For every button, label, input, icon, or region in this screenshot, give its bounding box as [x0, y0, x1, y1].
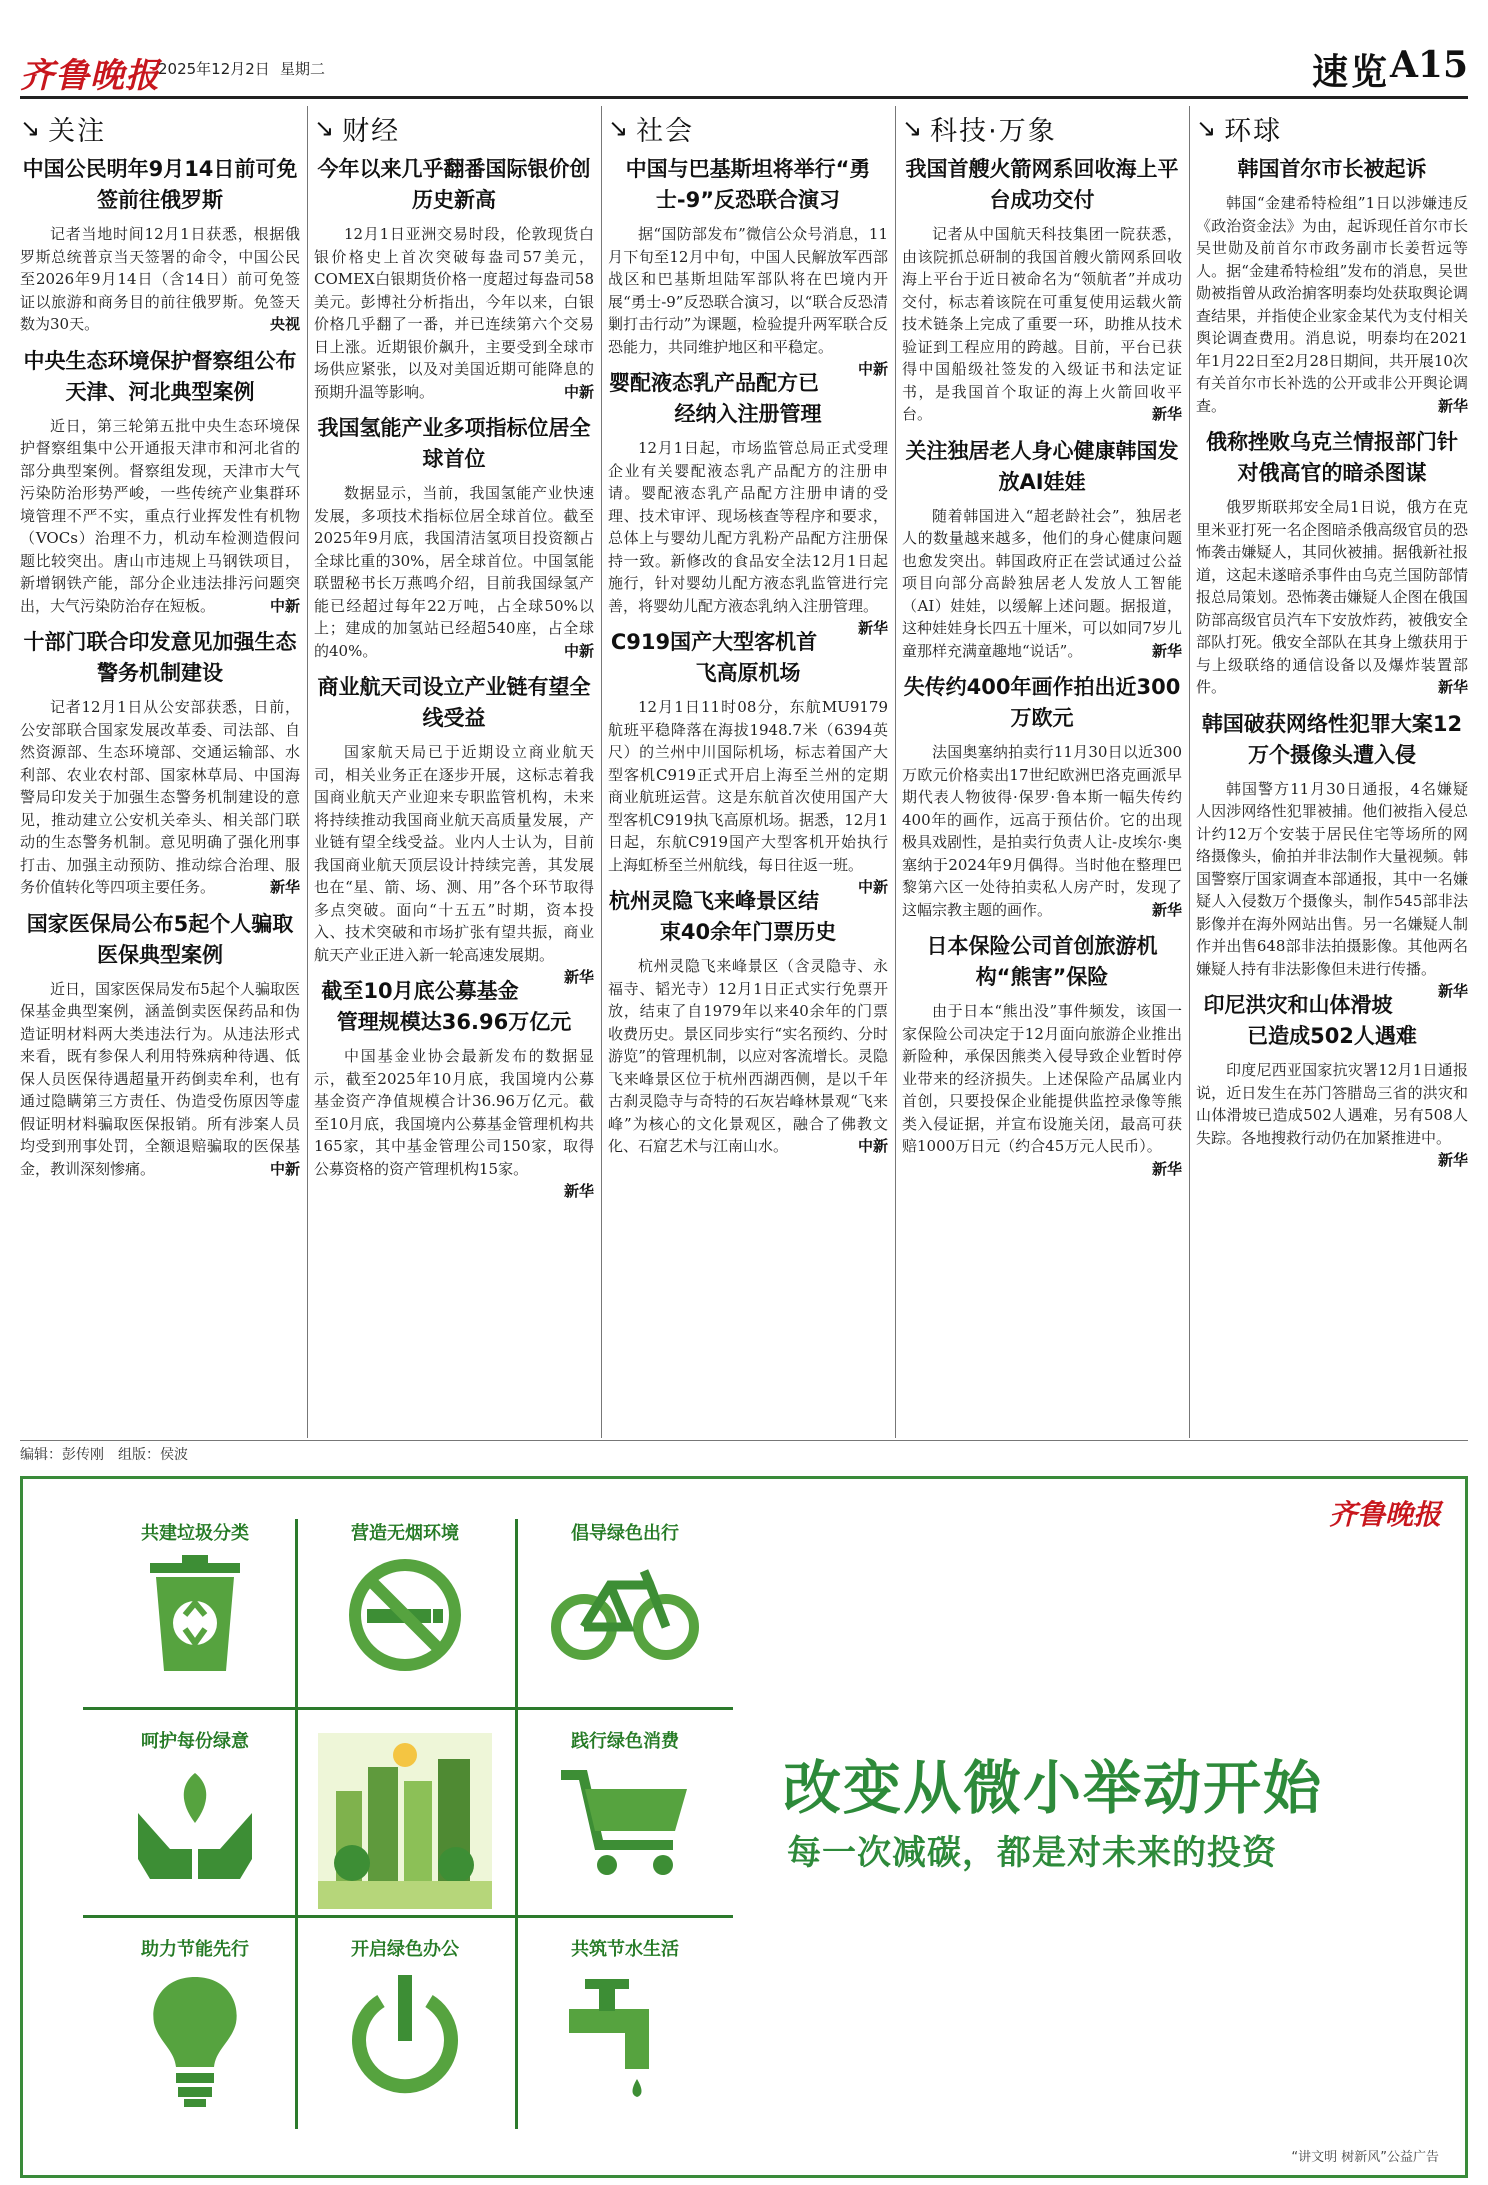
- ad-cell-label: 开启绿色办公: [351, 1939, 459, 1960]
- column-divider: [1189, 106, 1190, 1438]
- article-body: 杭州灵隐飞来峰景区（含灵隐寺、永福寺、韬光寺）12月1日正式实行免票开放，结束了自1979年以来40余年的门票收费历史。景区同步实行“实名预约、分时游览”的管理机制，以应对客流增长。灵隐飞来峰景区位于杭州西湖西侧，是以千年古刹灵隐寺与奇特的石灰岩峰林景观“飞来峰”为核心的文化景观区，融合了佛教文化、石窟艺术与江南山水。 中新: [608, 955, 888, 1158]
- column-label: 社会: [636, 115, 695, 147]
- bicycle-icon: [550, 1555, 700, 1665]
- article: [20, 346, 300, 618]
- hands-plant-icon: [130, 1763, 260, 1883]
- shopping-cart-icon: [555, 1763, 695, 1883]
- article-title: 中国与巴基斯坦将举行“勇士-9”反恐联合演习: [625, 157, 871, 212]
- article-title: 杭州灵隐飞来峰景区结束40余年门票历史: [608, 889, 837, 944]
- water-tap-icon: [555, 1971, 695, 2101]
- arrow-icon: ↘: [902, 114, 923, 142]
- article: [902, 154, 1182, 426]
- article-body: 中国基金业协会最新发布的数据显示，截至2025年10月底，我国境内公募基金资产净值规模合计36.96万亿元。截至10月底，我国境内公募基金管理机构共165家，其中基金管理公司150家，取得公募资格的资产管理机构15家。 新华: [314, 1045, 594, 1180]
- column-label: 科技·万象: [930, 115, 1057, 147]
- column-label: 财经: [342, 115, 401, 147]
- green-city-icon: [316, 1731, 494, 1911]
- article: [902, 931, 1182, 1178]
- ad-subslogan: 每一次减碳，都是对未来的投资: [787, 1833, 1277, 1873]
- article-body: 12月1日起，市场监管总局正式受理企业有关婴配液态乳产品配方的注册申请。婴配液态乳产品配方注册申请的受理、技术审评、现场核查等程序和要求，总体上与婴幼儿配方乳粉产品配方注册保持一致。新修改的食品安全法12月1日起施行，针对婴幼儿配方液态乳监管进行完善，将婴幼儿配方液态乳纳入注册管理。 新华: [608, 437, 888, 617]
- article-title: 印尼洪灾和山体滑坡已造成502人遇难: [1203, 993, 1417, 1048]
- issue-weekday: 星期二: [280, 60, 326, 78]
- issue-date: 2025年12月2日: [158, 60, 270, 78]
- article: [902, 436, 1182, 663]
- article-title: 我国氢能产业多项指标位居全球首位: [317, 416, 591, 471]
- article-source: 新华: [269, 878, 300, 896]
- article-body: 数据显示，当前，我国氢能产业快速发展，多项技术指标位居全球首位。截至2025年9月底，我国清洁氢项目投资额占全球比重的30%，居全球首位。中国氢能联盟秘书长万燕鸣介绍，目前我国绿氢产能已经超过每年22万吨，占全球50%以上；建成的加氢站已经超540座，占全球的40%。 中新: [314, 482, 594, 662]
- article: [20, 909, 300, 1181]
- ad-cell-label: 践行绿色消费: [571, 1731, 679, 1752]
- ad-cell-energy: [105, 1935, 285, 2111]
- article-body: 随着韩国进入“超老龄社会”，独居老人的数量越来越多，他们的身心健康问题也愈发突出。韩国政府正在尝试通过公益项目向部分高龄独居老人发放人工智能（AI）娃娃，以缓解上述问题。据报道，这种娃娃身长四五十厘米，可以如同7岁儿童那样充满童趣地“说话”。 新华: [902, 505, 1182, 663]
- article: [608, 627, 888, 896]
- ad-cell-travel: [535, 1519, 715, 1665]
- column-label: 关注: [48, 115, 107, 147]
- arrow-icon: ↘: [608, 114, 629, 142]
- power-icon: [345, 1971, 465, 2101]
- column-shehui: [608, 106, 888, 1438]
- column-divider: [601, 106, 602, 1438]
- article: [20, 627, 300, 899]
- article-title: 今年以来几乎翻番国际银价创历史新高: [317, 157, 591, 212]
- article-body: 据“国防部发布”微信公众号消息，11月下旬至12月中旬，中国人民解放军西部战区和巴基斯坦陆军部队将在巴境内开展“勇士-9”反恐联合演习，以“联合反恐清剿打击行动”为课题，检验提升两军联合反恐能力，共同维护地区和平稳定。 中新: [608, 223, 888, 358]
- article: [608, 886, 888, 1158]
- ad-cell-garbage: [105, 1519, 285, 1675]
- grid-line: [515, 1519, 518, 2129]
- article-source: 中新: [563, 641, 594, 660]
- article-body: 记者12月1日从公安部获悉，日前，公安部联合国家发展改革委、司法部、自然资源部、生态环境部、交通运输部、水利部、农业农村部、国家林草局、中国海警局印发关于加强生态警务机制建设的意见，推动建立公安机关牵头、相关部门联动的生态警务机制。意见明确了强化刑事打击、加强主动预防、推动综合治理、服务价值转化等四项主要任务。 新华: [20, 696, 300, 899]
- article-source: 新华: [1437, 982, 1468, 1000]
- article-body: 近日，第三轮第五批中央生态环境保护督察组集中公开通报天津市和河北省的部分典型案例。督察组发现，天津市大气污染防治形势严峻，一些传统产业集群环境管理不严不实，重点行业挥发性有机物（VOCs）治理不力，机动车检测造假问题比较突出。唐山市违规上马钢铁项目，新增钢铁产能，部分企业违法排污问题突出，大气污染防治存在短板。 中新: [20, 415, 300, 618]
- news-columns: [20, 106, 1468, 1438]
- ad-cell-city: [315, 1721, 495, 1911]
- article: [902, 672, 1182, 921]
- article-body: 国家航天局已于近期设立商业航天司，相关业务正在逐步开展，这标志着我国商业航天产业迎来专职监管机构，未来将持续推动我国商业航天高质量发展，产业链有望全线受益。业内人士认为，目前我国商业航天顶层设计持续完善，其发展也在“星、箭、场、测、用”各个环节取得多点突破。面向“十五五”时期，资本投入、技术突破和市场扩张有望共振，商业航天产业正进入新一轮高速发展期。 新华: [314, 741, 594, 966]
- article: [314, 976, 594, 1200]
- column-divider: [895, 106, 896, 1438]
- article: [608, 154, 888, 378]
- recycle-bin-icon: [140, 1555, 250, 1675]
- editor-credit: 编辑：彭传刚 组版：侯波: [20, 1447, 188, 1463]
- article-source: 新华: [1151, 900, 1182, 919]
- ad-note: “讲文明 树新风”公益广告: [1291, 2150, 1439, 2165]
- column-header: [20, 106, 300, 150]
- article-source: 新华: [1437, 1151, 1468, 1169]
- article: [1196, 990, 1468, 1169]
- article-source: 中新: [857, 360, 888, 378]
- masthead: [20, 44, 1468, 94]
- column-header: [608, 106, 888, 150]
- article-source: 央视: [269, 315, 300, 333]
- section-title: 速览: [1311, 51, 1390, 93]
- ad-cell-consume: [535, 1727, 715, 1883]
- article: [314, 672, 594, 986]
- arrow-icon: ↘: [314, 114, 335, 142]
- article-source: 中新: [857, 878, 888, 896]
- article-body: 印度尼西亚国家抗灾署12月1日通报说，近日发生在苏门答腊岛三省的洪灾和山体滑坡已造成502人遇难，另有508人失踪。各地搜救行动仍在加紧推进中。 新华: [1196, 1059, 1468, 1149]
- column-guanzhu: [20, 106, 300, 1438]
- article-source: 新华: [563, 968, 594, 986]
- ad-cell-label: 倡导绿色出行: [571, 1523, 679, 1544]
- article-source: 新华: [1151, 641, 1182, 660]
- article: [314, 413, 594, 662]
- article-body: 俄罗斯联邦安全局1日说，俄方在克里米亚打死一名企图暗杀俄高级官员的恐怖袭击嫌疑人，其同伙被捕。据俄新社报道，这起未遂暗杀事件由乌克兰国防部情报总局策划。恐怖袭击嫌疑人企图在俄国防部高级官员汽车下安放炸药，被俄安全部队打死。俄安全部队在其身上缴获用于与上级联络的通信设备以及爆炸装置部件。 新华: [1196, 496, 1468, 699]
- ad-cell-smoking: [315, 1519, 495, 1675]
- article: [314, 154, 594, 403]
- light-bulb-icon: [140, 1971, 250, 2111]
- ad-cell-office: [315, 1935, 495, 2101]
- article-title: 我国首艘火箭网系回收海上平台成功交付: [905, 157, 1179, 212]
- article-title: 关注独居老人身心健康韩国发放AI娃娃: [905, 438, 1179, 494]
- article-body: 12月1日亚洲交易时段，伦敦现货白银价格史上首次突破每盎司57美元，COMEX白银期货价格一度超过每盎司58美元。彭博社分析指出，今年以来，白银价格几乎翻了一番，并已连续第六个交易日上涨。近期银价飙升，主要受到全球市场供应紧张，以及对美国近期可能降息的预期升温等影响。 中新: [314, 223, 594, 403]
- ad-cell-label: 共建垃圾分类: [141, 1523, 249, 1544]
- article-source: 新华: [1437, 678, 1468, 696]
- article-source: 中新: [269, 1159, 300, 1178]
- article-title: 中国公民明年9月14日前可免签前往俄罗斯: [22, 157, 298, 212]
- article-title: 国家医保局公布5起个人骗取医保典型案例: [26, 911, 294, 967]
- article: [20, 154, 300, 336]
- article-body: 韩国“金建希特检组”1日以涉嫌违反《政治资金法》为由，起诉现任首尔市长吴世勋及前首尔市政务副市长姜哲远等人。据“金建希特检组”发布的消息，吴世勋被指曾从政治掮客明泰均处获取舆论调查结果，并指使企业家金某代为支付相关舆论调查费用。消息说，明泰均在2021年1月22日至2月28日期间，共开展10次有关首尔市长补选的公开或非公开舆论调查。 新华: [1196, 192, 1468, 417]
- article-source: 中新: [269, 596, 300, 615]
- article-body: 12月1日11时08分，东航MU9179航班平稳降落在海拔1948.7米（6394英尺）的兰州中川国际机场，标志着国产大型客机C919正式开启上海至兰州的定期商业航班运营。这是东航首次使用国产大型客机C919执飞高原机场。据悉，12月1日起，东航C919国产大型客机开始执行上海虹桥至兰州航线，每日往返一班。 中新: [608, 696, 888, 876]
- arrow-icon: ↘: [20, 114, 41, 142]
- ad-logo: 齐鲁晚报: [1328, 1498, 1441, 1531]
- article: [608, 368, 888, 637]
- article-title: 商业航天司设立产业链有望全线受益: [317, 675, 591, 730]
- article-source: 新华: [1437, 396, 1468, 415]
- article-title: 韩国首尔市长被起诉: [1237, 157, 1427, 181]
- article-body: 法国奥塞纳拍卖行11月30日以近300万欧元价格卖出17世纪欧洲巴洛克画派早期代表人物彼得·保罗·鲁本斯一幅失传约400年的画作，远高于预估价。它的出现极具戏剧性，是拍卖行负责人让-皮埃尔·奥塞纳于2024年9月偶得。当时他在整理巴黎第六区一处待拍卖私人房产时，发现了这幅宗教主题的画作。 新华: [902, 741, 1182, 921]
- ad-cell-water: [535, 1935, 715, 2101]
- article-title: 日本保险公司首创旅游机构“熊害”保险: [926, 934, 1158, 989]
- ad-cell-label: 呵护每份绿意: [141, 1731, 249, 1752]
- ad-cell-green: [105, 1727, 285, 1883]
- article-source: 新华: [563, 1182, 594, 1200]
- article-title: 十部门联合印发意见加强生态警务机制建设: [23, 630, 297, 685]
- article-title: 俄称挫败乌克兰情报部门针对俄高官的暗杀图谋: [1206, 430, 1458, 485]
- article-body: 近日，国家医保局发布5起个人骗取医保基金典型案例，涵盖倒卖医保药品和伪造证明材料两大类违法行为。从违法形式来看，既有参保人利用特殊病种待遇、低保人员医保待遇超量开药倒卖牟利，也有通过隐瞒第三方责任、伪造受伤原因等虚假证明材料骗取医保报销。所有涉案人员均受到刑事处罚，全额退赔骗取的医保基金，教训深刻惨痛。 中新: [20, 978, 300, 1181]
- article-title: 截至10月底公募基金管理规模达36.96万亿元: [321, 979, 572, 1034]
- header-rule: [20, 96, 1468, 99]
- article-source: 新华: [857, 619, 888, 637]
- article-source: 新华: [1151, 1159, 1182, 1178]
- article-title: 韩国破获网络性犯罪大案12万个摄像头遭入侵: [1201, 711, 1463, 767]
- grid-line: [83, 1707, 733, 1710]
- column-header: [1196, 106, 1468, 150]
- column-caijing: [314, 106, 594, 1438]
- public-service-ad: [20, 1476, 1468, 2178]
- article-title: 失传约400年画作拍出近300万欧元: [903, 675, 1181, 730]
- article: [1196, 427, 1468, 699]
- arrow-icon: ↘: [1196, 114, 1217, 142]
- grid-line: [83, 1915, 733, 1918]
- grid-line: [295, 1519, 298, 2129]
- ad-cell-label: 助力节能先行: [141, 1939, 249, 1960]
- article-title: C919国产大型客机首飞高原机场: [610, 630, 818, 685]
- ad-slogan: 改变从微小举动开始: [783, 1754, 1324, 1822]
- page-number: A15: [1389, 44, 1468, 86]
- column-huanqiu: [1196, 106, 1468, 1438]
- article-body: 由于日本“熊出没”事件频发，该国一家保险公司决定于12月面向旅游企业推出新险种，承保因熊类入侵导致企业暂时停业带来的经济损失。上述保险产品属业内首创，只要投保企业能提供监控录像等熊类入侵证据，并宣布设施关闭，最高可获赔1000万日元（约合45万元人民币）。 新华: [902, 1000, 1182, 1158]
- no-smoking-icon: [345, 1555, 465, 1675]
- column-header: [902, 106, 1182, 150]
- article: [1196, 709, 1468, 1000]
- ad-cell-label: 营造无烟环境: [351, 1523, 459, 1544]
- column-label: 环球: [1224, 115, 1283, 147]
- article-source: 中新: [857, 1137, 888, 1155]
- column-keji: [902, 106, 1182, 1438]
- column-header: [314, 106, 594, 150]
- article-title: 婴配液态乳产品配方已经纳入注册管理: [608, 371, 822, 426]
- column-divider: [307, 106, 308, 1438]
- newspaper-logo: 齐鲁晚报: [20, 56, 160, 96]
- article-source: 新华: [1151, 405, 1182, 423]
- article-body: 记者从中国航天科技集团一院获悉，由该院抓总研制的我国首艘火箭网系回收海上平台于近日被命名为“领航者”并成功交付，标志着该院在可重复使用运载火箭技术链条上完成了重要一环，助推从技术验证到工程应用的跨越。目前，平台已获得中国船级社签发的入级证书和法定证书，是我国首个取证的海上火箭回收平台。 新华: [902, 223, 1182, 426]
- article-title: 中央生态环境保护督察组公布天津、河北典型案例: [23, 348, 297, 404]
- article-body: 韩国警方11月30日通报，4名嫌疑人因涉网络性犯罪被捕。他们被指入侵总计约12万个安装于居民住宅等场所的网络摄像头，偷拍并非法制作大量视频。韩国警察厅国家调查本部通报，其中一名嫌疑人入侵数万个摄像头，制作545部非法影像并在海外网站出售。另一名嫌疑人制作并出售648部非法拍摄影像。其他两名嫌疑人持有非法影像但未进行传播。 新华: [1196, 778, 1468, 981]
- footer-rule: [20, 1440, 1468, 1441]
- article-body: 记者当地时间12月1日获悉，根据俄罗斯总统普京当天签署的命令，中国公民至2026年9月14日（含14日）前可免签证以旅游和商务目的前往俄罗斯。免签天数为30天。 央视: [20, 223, 300, 336]
- article-source: 中新: [563, 382, 594, 401]
- ad-cell-label: 共筑节水生活: [571, 1939, 679, 1960]
- article: [1196, 154, 1468, 417]
